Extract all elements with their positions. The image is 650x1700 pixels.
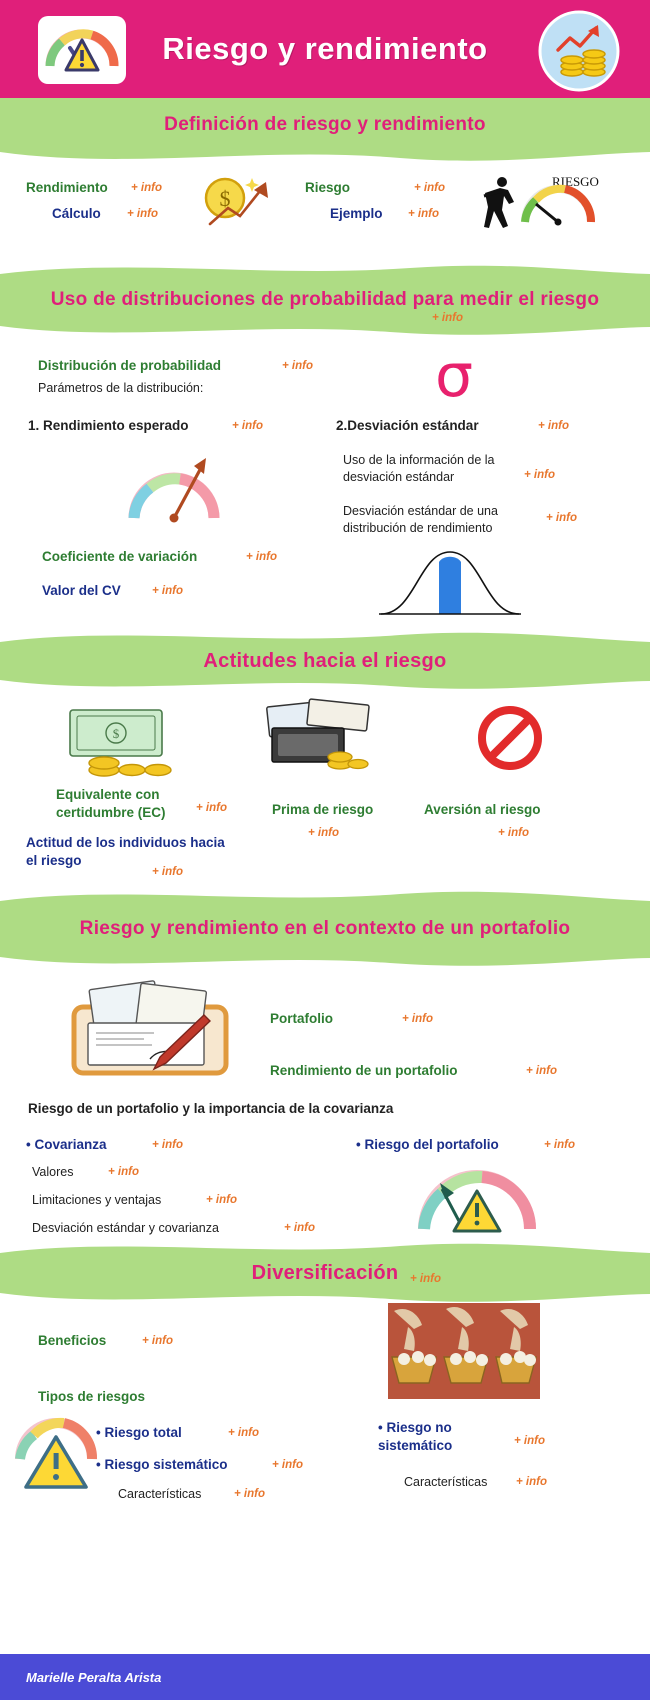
plus-distribuciones-band[interactable]: + info	[432, 312, 463, 324]
label-desviacion-distribucion[interactable]: Desviación estándar de una distribución de rendimiento	[343, 504, 498, 535]
risk-gauge-warning-icon	[36, 14, 128, 91]
riesgo-gauge-person-icon	[470, 170, 610, 237]
speedometer-icon	[120, 440, 230, 545]
band-distribuciones	[0, 274, 650, 326]
label-distribucion-probabilidad[interactable]: Distribución de probabilidad	[38, 358, 222, 373]
plus-valor-cv[interactable]: + info	[152, 585, 183, 597]
label-portafolio[interactable]: Portafolio	[270, 1011, 333, 1026]
band-title-actitudes: Actitudes hacia el riesgo	[203, 649, 447, 672]
wave-divider	[0, 630, 650, 642]
cash-coins-icon	[62, 704, 184, 787]
wave-divider	[0, 889, 650, 901]
footer	[0, 1654, 650, 1700]
label-ejemplo[interactable]: Ejemplo	[330, 206, 383, 221]
prohibition-sign-icon	[470, 700, 550, 783]
section-actitudes	[0, 694, 650, 889]
label-calculo[interactable]: Cálculo	[52, 206, 101, 221]
plus-ejemplo[interactable]: + info	[408, 208, 439, 220]
label-desviacion-estandar[interactable]: 2.Desviación estándar	[336, 418, 479, 433]
label-parametros: Parámetros de la distribución:	[38, 381, 204, 395]
plus-aversion-riesgo[interactable]: + info	[498, 827, 529, 839]
svg-text:RIESGO: RIESGO	[552, 174, 599, 189]
plus-rendimiento[interactable]: + info	[131, 182, 162, 194]
label-valores[interactable]: Valores	[32, 1165, 74, 1179]
section-distribuciones	[0, 340, 650, 630]
label-covarianza[interactable]: • Covarianza	[26, 1137, 107, 1152]
label-beneficios[interactable]: Beneficios	[38, 1333, 107, 1348]
band-title-portafolio: Riesgo y rendimiento en el contexto de un portafolio	[79, 918, 571, 940]
label-equivalente-certidumbre[interactable]: Equivalente con certidumbre (EC)	[56, 787, 166, 820]
plus-riesgo[interactable]: + info	[414, 182, 445, 194]
plus-desviacion-distribucion[interactable]: + info	[546, 512, 577, 524]
plus-rendimiento-esperado[interactable]: + info	[232, 420, 263, 432]
label-rendimiento[interactable]: Rendimiento	[26, 180, 108, 195]
svg-text:$: $	[112, 726, 120, 741]
baskets-eggs-icon	[388, 1303, 540, 1404]
plus-rendimiento-portafolio[interactable]: + info	[526, 1065, 557, 1077]
risk-meter-warning-icon	[412, 1163, 542, 1244]
label-riesgo-portafolio-covarianza: Riesgo de un portafolio y la importancia de la covarianza	[28, 1101, 394, 1116]
money-growth-icon	[192, 172, 278, 239]
band-title-diversificacion: Diversificación	[251, 1261, 399, 1284]
label-riesgo[interactable]: Riesgo	[305, 180, 351, 195]
plus-desviacion-estandar[interactable]: + info	[538, 420, 569, 432]
wave-divider	[0, 1241, 650, 1253]
plus-calculo[interactable]: + info	[127, 208, 158, 220]
label-caracteristicas-sistematico[interactable]: Características	[118, 1487, 202, 1501]
header	[0, 0, 650, 98]
band-diversificacion	[0, 1253, 650, 1293]
section-portafolio	[0, 971, 650, 1241]
plus-distribucion-probabilidad[interactable]: + info	[282, 360, 313, 372]
plus-covarianza[interactable]: + info	[152, 1139, 183, 1151]
plus-equivalente-certidumbre[interactable]: + info	[196, 802, 227, 814]
wave-divider	[0, 262, 650, 274]
label-caracteristicas-no-sistematico[interactable]: Características	[404, 1475, 488, 1489]
plus-limitaciones-ventajas[interactable]: + info	[206, 1194, 237, 1206]
label-riesgo-sistematico[interactable]: • Riesgo sistemático	[96, 1457, 228, 1472]
wave-divider	[0, 152, 650, 166]
label-tipos-riesgos: Tipos de riesgos	[38, 1389, 146, 1404]
label-valor-cv[interactable]: Valor del CV	[42, 583, 121, 598]
plus-caracteristicas-no-sistematico[interactable]: + info	[516, 1476, 547, 1488]
wave-divider	[0, 680, 650, 694]
svg-text:σ: σ	[434, 346, 474, 408]
band-actitudes	[0, 642, 650, 680]
svg-text:$: $	[219, 186, 231, 211]
label-actitud-individuos[interactable]: Actitud de los individuos hacia el riesgo	[26, 835, 225, 868]
plus-desviacion-covarianza[interactable]: + info	[284, 1222, 315, 1234]
plus-riesgo-no-sistematico[interactable]: + info	[514, 1435, 545, 1447]
plus-caracteristicas-sistematico[interactable]: + info	[234, 1488, 265, 1500]
plus-riesgo-del-portafolio[interactable]: + info	[544, 1139, 575, 1151]
label-prima-riesgo[interactable]: Prima de riesgo	[272, 802, 374, 817]
money-stack-icon	[262, 698, 380, 787]
plus-actitud-individuos[interactable]: + info	[152, 866, 183, 878]
plus-beneficios[interactable]: + info	[142, 1335, 173, 1347]
author-name: Marielle Peralta Arista	[26, 1669, 162, 1685]
normal-distribution-curve-icon	[375, 540, 525, 627]
wave-divider	[0, 326, 650, 340]
plus-coeficiente-variacion[interactable]: + info	[246, 551, 277, 563]
section-diversificacion	[0, 1307, 650, 1513]
label-desviacion-covarianza[interactable]: Desviación estándar y covarianza	[32, 1221, 219, 1235]
label-riesgo-no-sistematico[interactable]: • Riesgo no sistemático	[378, 1420, 453, 1453]
label-riesgo-total[interactable]: • Riesgo total	[96, 1425, 182, 1440]
documents-pen-icon	[64, 977, 240, 1090]
plus-portafolio[interactable]: + info	[402, 1013, 433, 1025]
sigma-symbol	[421, 346, 487, 413]
band-title-distribuciones: Uso de distribuciones de probabilidad para medir el riesgo	[50, 289, 600, 311]
warning-gauge-icon	[12, 1415, 104, 1498]
plus-prima-riesgo[interactable]: + info	[308, 827, 339, 839]
label-uso-informacion-de[interactable]: Uso de la información de la desviación estándar	[343, 453, 495, 484]
label-coeficiente-variacion[interactable]: Coeficiente de variación	[42, 549, 198, 564]
wave-divider	[0, 1293, 650, 1307]
growth-coins-icon	[538, 10, 620, 97]
label-riesgo-del-portafolio[interactable]: • Riesgo del portafolio	[356, 1137, 499, 1152]
plus-riesgo-sistematico[interactable]: + info	[272, 1459, 303, 1471]
label-rendimiento-portafolio[interactable]: Rendimiento de un portafolio	[270, 1063, 458, 1078]
wave-divider	[0, 957, 650, 971]
label-limitaciones-ventajas[interactable]: Limitaciones y ventajas	[32, 1193, 162, 1207]
plus-riesgo-total[interactable]: + info	[228, 1427, 259, 1439]
band-definicion	[0, 98, 650, 152]
label-rendimiento-esperado[interactable]: 1. Rendimiento esperado	[28, 418, 189, 433]
band-portafolio	[0, 901, 650, 957]
page-title: Riesgo y rendimiento	[162, 31, 488, 67]
plus-diversificacion-band[interactable]: + info	[410, 1273, 441, 1285]
plus-valores[interactable]: + info	[108, 1166, 139, 1178]
section-definicion	[0, 166, 650, 262]
plus-uso-informacion[interactable]: + info	[524, 469, 555, 481]
label-aversion-riesgo[interactable]: Aversión al riesgo	[424, 802, 541, 817]
band-title-definicion: Definición de riesgo y rendimiento	[164, 114, 486, 136]
